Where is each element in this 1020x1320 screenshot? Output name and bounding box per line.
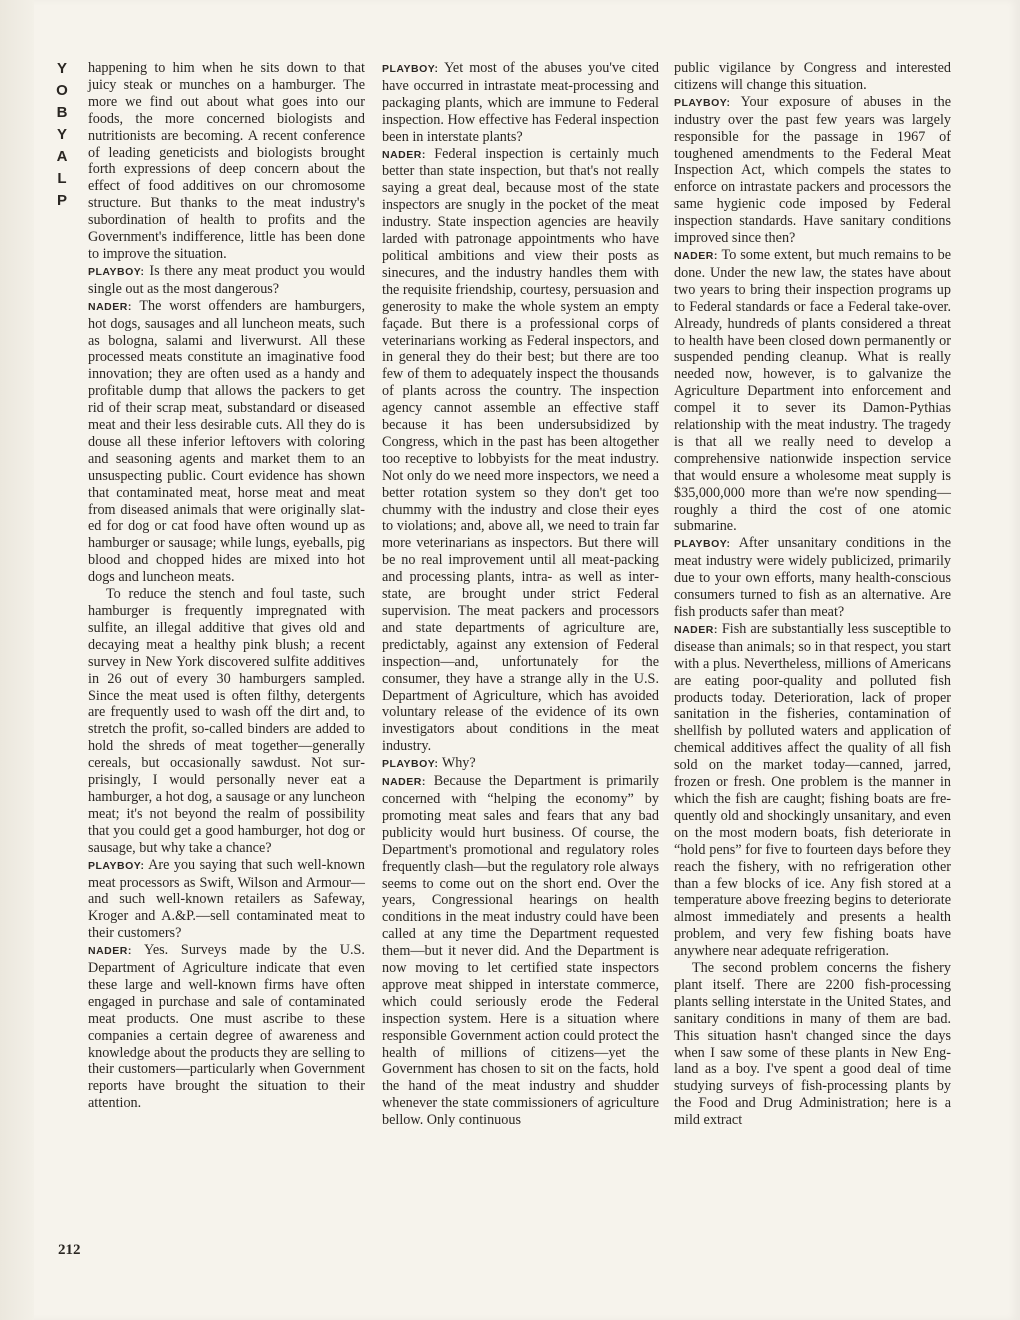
speaker-label: NADER:: [382, 148, 426, 161]
paragraph-text: Why?: [441, 755, 476, 772]
speaker-label: NADER:: [382, 776, 426, 789]
paragraph-text: To some extent, but much remains to be done. Under the new law, the states have about two years to bring their inspection programs up to Federal standards or face a Federal take-over. Already, hundreds of plants considered a threat to health have been closed down permanently or suspended pending cleanup. What is really needed now, however, is to galvanize the Agriculture Department into enforcement and compel it to sever its Damon-Pythias relationship with the meat industry. The tragedy is that all we really need to develop a comprehensive nationwide inspection service that would ensure a wholesome meat supply is $35,000,000 more than we're now spending—roughly a third the cost of one atomic submarine.: [674, 246, 951, 535]
paragraph: [674, 247, 951, 535]
paragraph: [88, 60, 365, 263]
running-head-letter: Y: [56, 126, 67, 143]
paragraph: [382, 773, 659, 1129]
paragraph-text: Because the Department is primarily concerned with “helping the economy” by promoting meat sales and fears that any bad publicity would hurt business. Of course, the Department's promotional and regulatory roles frequently clash—but the regulatory role always seems to come out on the short end. Over the years, Congressional hearings on health conditions in the meat industry could have been called at any time the Department requested them—but it never did. And the Department is now moving to let certified state inspectors approve meat shipped in interstate commerce, which could seriously erode the Federal inspection system. Here is a situation where responsible Government action could protect the health of millions of citizens—yet the Government has chosen to sit on the facts, hold the hand of the meat industry and shudder whenever the state commissioners of agriculture bellow. Only continuous: [382, 773, 660, 1129]
paragraph: [674, 960, 951, 1129]
speaker-label: NADER:: [88, 945, 132, 958]
paragraph-text: Your exposure of abuses in the industry over the past few years was largely responsible for the passage in 1967 of toughened amendments to the Federal Meat Inspection Act, which compels the states to enforce on intrastate packers and processors the same hygienic code imposed by Federal inspection standards. Have sanitary conditions improved since then?: [674, 93, 951, 247]
speaker-label: PLAYBOY:: [382, 63, 439, 75]
speaker-label: NADER:: [88, 300, 132, 313]
running-head: [52, 58, 72, 212]
speaker-label: PLAYBOY:: [674, 96, 731, 109]
speaker-label: PLAYBOY:: [674, 538, 731, 551]
paragraph: [88, 298, 365, 586]
running-head-letter: O: [56, 82, 68, 99]
paragraph-text: Federal inspection is certainly much better than state inspection, but that's not really saying a great deal, because most of the state inspectors are snugly in the pocket of the meat industry. State inspection agencies are heavily larded with patronage appointments who have political ambitions and view their posts as sinecures, and the industry handles them with the requisite friendship, courtesy, persuasion and generosity to make the whole system an empty façade. But there is a professional corps of veterinarians working as Federal inspectors, and in general they do their best; but there are too few of them to adequately inspect the thousands of plants across the country. The inspection agency cannot assemble an effective staff because it has been undersubsidized by Congress, which in the past has been altogether too receptive to lobbyists for the meat industry. Not only do we need more inspectors, we need a better rotation system so they don't get too chummy with the industry and close their eyes to violations; and, above all, we need to train far more veterinarians as inspectors. But there will be no real improvement until all meat-packing and processing plants, intra- as well as interstate, are brought under strict Federal supervision. The meat packers and processors and state departments of agriculture are, predictably, against any extension of Federal inspection—and, unfortunately for the consumer, they have a strange ally in the U.S. Department of Agriculture, which has avoided voluntary release of the evidence of its own investigators about conditions in the meat industry.: [382, 145, 659, 755]
paragraph: [674, 94, 951, 247]
running-head-letter: Y: [56, 60, 67, 77]
page-number: 212: [58, 1242, 81, 1258]
paragraph-text: After unsanitary conditions in the meat industry were widely publicized, primarily due to your own efforts, many health-conscious consumers turned to fish as an alternative. Are fish products safer than meat?: [674, 535, 951, 620]
paragraph-text: The worst offenders are hamburgers, hot dogs, sausages and all luncheon meats, such as bologna, salami and liverwurst. All these processed meats constitute an imaginative food innovation; they are often used as a handy and profitable dump that allows the packers to get rid of their scrap meat, substandard or diseased meat and their less desirable cuts. All they do is douse all these inferior leftovers with coloring and seasoning agents and market them to an unsuspecting public. Court evidence has shown that contaminated meat, horse meat and meat from diseased animals that were originally slated for dog or cat food have often wound up as hamburger or sausage; while lungs, eyeballs, pig blood and chopped hides are mixed into hot dogs and luncheon meats.: [88, 297, 365, 586]
paragraph-text: To reduce the stench and foul taste, such hamburger is frequently impregnated with sulfite, an illegal additive that gives old and decaying meat a healthy pink blush; a recent survey in New York discovered sulfite additives in 26 out of every 30 hamburgers sampled. Since the meat used is often filthy, detergents are frequently used to wash off the dirt and, to stretch the profit, so-called binders are added to hold the shreds of meat together—generally cereals, but occasionally sawdust. Not surprisingly, I would personally never eat a hamburger, a hot dog, a sausage or any luncheon meat; it's not beyond the realm of possibility that you could get a good hamburger, hot dog or sausage, but why take a chance?: [88, 586, 365, 856]
running-head-letter: B: [56, 104, 68, 121]
paragraph-text: Yet most of the abuses you've cited have occurred in intrastate meat-processing and packaging plants, which are immune to Federal inspection. How effective has Federal inspection been in interstate plants?: [382, 60, 659, 145]
running-head-letter: A: [56, 148, 68, 165]
speaker-label: PLAYBOY:: [88, 859, 145, 872]
speaker-label: PLAYBOY:: [382, 758, 439, 771]
speaker-label: NADER:: [674, 249, 718, 262]
paragraph-text: happening to him when he sits down to that juicy steak or munches on a hamburger. The more we find out about what goes into our foods, the more concerned biologists and nutritionists are becoming. A recent conference of leading geneticists and biologists brought forth expressions of deep concern about the effect of food additives on our chromosome structure. But thanks to the meat industry's subordination of health to profits and the Government's indifference, little has been done to improve the situation.: [88, 60, 365, 262]
paragraph: [88, 263, 365, 298]
text-column-3: [674, 60, 951, 1129]
paragraph: [674, 621, 951, 960]
running-head-letter: P: [56, 192, 67, 209]
page-gutter: [0, 0, 34, 1320]
text-column-1: [88, 60, 365, 1112]
paragraph: [88, 586, 365, 857]
paragraph: [382, 146, 659, 756]
paragraph: [382, 755, 659, 773]
speaker-label: PLAYBOY:: [88, 265, 145, 278]
paragraph: [88, 942, 365, 1112]
text-column-2: [382, 60, 659, 1129]
paragraph: [674, 535, 951, 621]
paragraph-text: The second problem concerns the fishery plant itself. There are 2200 fish-processing plants selling interstate in the United States, and sanitary conditions in many of them are bad. This situation hasn't changed since the days when I saw some of these plants in New England as a boy. I've spent a good deal of time studying surveys of fish-processing plants by the Food and Drug Administration; here is a mild extract: [674, 960, 951, 1129]
paragraph-text: Yes. Surveys made by the U.S. Department of Agriculture indicate that even these large and well-known firms have often engaged in purchase and sale of contaminated meat products. One must ascribe to these companies a certain degree of awareness and knowledge about the products they are selling to their customers—particularly when Government reports have brought the situation to their attention.: [88, 942, 365, 1112]
speaker-label: NADER:: [674, 623, 718, 636]
paragraph-text: public vigilance by Congress and interested citizens will change this situation.: [674, 60, 951, 93]
running-head-letter: L: [57, 170, 67, 187]
paragraph: [674, 60, 951, 94]
paragraph: [382, 60, 659, 146]
paragraph-text: Fish are substantially less susceptible to disease than animals; so in that respect, you start with a plus. Nevertheless, millions of Americans are eating poor-quality and polluted fish products today. Deterioration, lack of proper sanitation in the fisheries, contamination of shellfish by polluted waters and application of chemical additives affect the quality of all fish sold on the market today—canned, jarred, frozen or fresh. One problem is the manner in which the fish are caught; fishing boats are frequently old and shockingly unsanitary, and even on the most modern boats, fish deteriorate in “hold pens” for five to fourteen days before they reach the fishery, with no refrigeration other than a few blocks of ice. Any fish stored at a temperature above freezing begins to deteriorate almost immediately and presents a health problem, and very few fishing boats have anywhere near adequate refrigeration.: [674, 620, 952, 960]
paragraph: [88, 857, 365, 943]
paragraph-text: Are you saying that such well-known meat processors as Swift, Wilson and Armour—and such well-known retailers as Safeway, Kroger and A.&P.—sell contaminated meat to their customers?: [88, 856, 365, 942]
paragraph-text: Is there any meat product you would single out as the most dangerous?: [88, 262, 366, 297]
